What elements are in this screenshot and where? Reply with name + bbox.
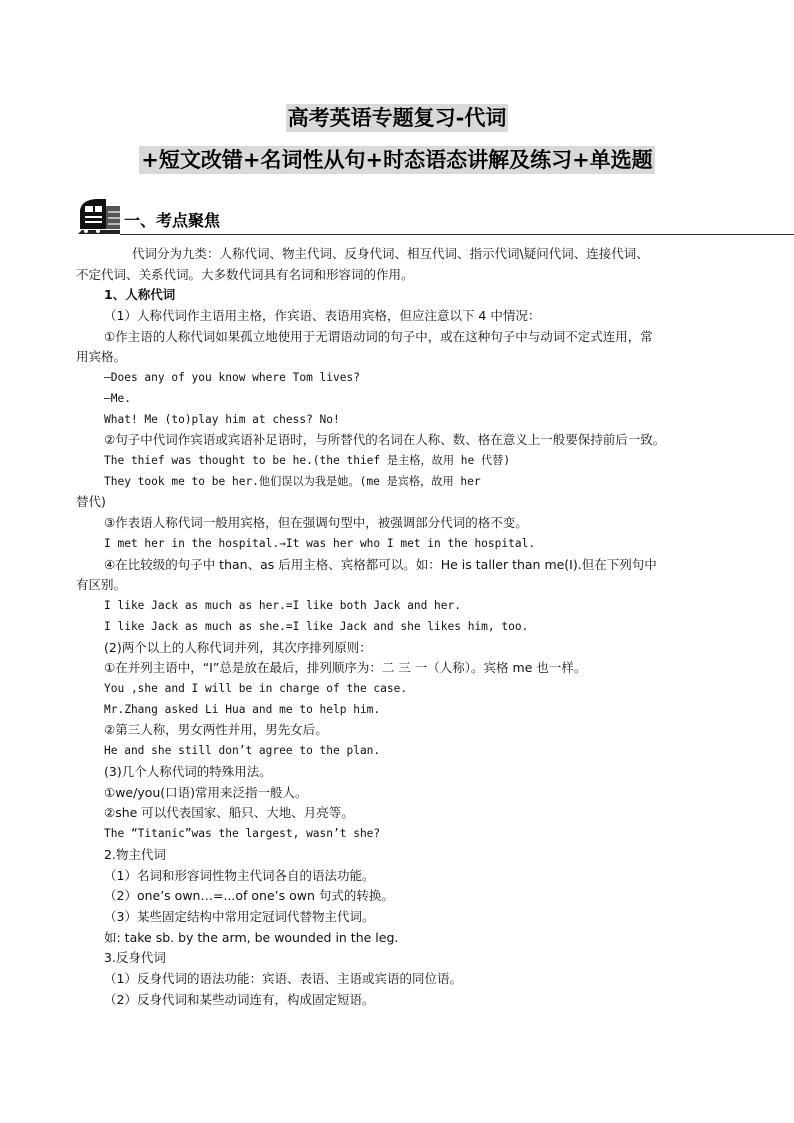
possessive-rule-2: （2）one’s own…=...of one’s own 句式的转换。	[104, 888, 394, 903]
rule-1-case-4-cont: 有区别。	[76, 577, 127, 592]
example-line: I met her in the hospital.→It was her who I met in the hospital.	[104, 537, 536, 550]
rule-3: (3)几个人称代词的特殊用法。	[104, 764, 272, 779]
example-line: I like Jack as much as her.=I like both Jack and her.	[104, 599, 461, 612]
rule-1-case-3: ③作表语人称代词一般用宾格，但在强调句型中，被强调部分代词的格不变。	[104, 515, 528, 530]
example-line-cont: 替代)	[76, 494, 106, 509]
rule-1-case-1-cont: 用宾格。	[76, 349, 127, 364]
rule-3-case-2: ②she 可以代表国家、船只、大地、月亮等。	[104, 805, 354, 820]
section-divider	[120, 234, 794, 235]
train-icon	[76, 196, 122, 236]
reflexive-rule-2: （2）反身代词和某些动词连有，构成固定短语。	[104, 992, 375, 1007]
rule-1-case-2: ②句子中代词作宾语或宾语补足语时，与所替代的名词在人称、数、格在意义上一般要保持前后一致。	[104, 432, 666, 447]
example-line: Mr.Zhang asked Li Hua and me to help him.	[104, 703, 381, 716]
example-line: I like Jack as much as she.=I like Jack and she likes him, too.	[104, 620, 529, 633]
title-line-1-wrap	[0, 104, 794, 132]
example-line: —Me.	[104, 392, 131, 405]
rule-1-case-1: ①作主语的人称代词如果孤立地使用于无谓语动词的句子中，或在这种句子中与动词不定式连用，常	[104, 329, 653, 344]
rule-2: (2)两个以上的人称代词并列，其次序排列原则：	[104, 640, 372, 655]
heading-reflexive-pronouns: 3.反身代词	[104, 950, 166, 965]
page-title: 高考英语专题复习-代词	[287, 105, 507, 130]
example-line: You ,she and I will be in charge of the case.	[104, 682, 408, 695]
possessive-rule-3: （3）某些固定结构中常用定冠词代替物主代词。	[104, 909, 375, 924]
rule-3-case-1: ①we/you(口语)常用来泛指一般人。	[104, 785, 308, 800]
example-line: What! Me (to)play him at chess? No!	[104, 413, 340, 426]
section-title: 一、考点聚焦	[124, 211, 221, 230]
rule-1: （1）人称代词作主语用主格，作宾语、表语用宾格，但应注意以下 4 中情况：	[104, 308, 541, 323]
example-line: —Does any of you know where Tom lives?	[104, 371, 360, 384]
intro-line-1: 代词分为九类：人称代词、物主代词、反身代词、相互代词、指示代词\疑问代词、连接代词、	[132, 246, 649, 261]
heading-personal-pronouns: 1、人称代词	[104, 287, 176, 302]
reflexive-rule-1: （1）反身代词的语法功能：宾语、表语、主语或宾语的同位语。	[104, 971, 462, 986]
example-line: 如: take sb. by the arm, be wounded in the leg.	[104, 930, 399, 945]
example-line: They took me to be her.他们误以为我是她。(me 是宾格，故用 her	[104, 475, 481, 488]
rule-2-case-2: ②第三人称，男女两性并用，男先女后。	[104, 722, 328, 737]
title-line-2-wrap	[0, 146, 794, 174]
heading-possessive-pronouns: 2.物主代词	[104, 847, 166, 862]
rule-2-case-1: ①在并列主语中，“I”总是放在最后，排列顺序为：二 三 一（人称）。宾格 me 也一样。	[104, 660, 587, 675]
intro-line-2: 不定代词、关系代词。大多数代词具有名词和形容词的作用。	[76, 267, 414, 282]
rule-1-case-4: ④在比较级的句子中 than、as 后用主格、宾格都可以。如：He is taller than me(I).但在下列句中	[104, 557, 657, 572]
example-line: The “Titanic”was the largest, wasn’t she?	[104, 827, 381, 840]
example-line: The thief was thought to be he.(the thief 是主格，故用 he 代替)	[104, 454, 511, 467]
possessive-rule-1: （1）名词和形容词性物主代词各自的语法功能。	[104, 868, 375, 883]
page-subtitle: +短文改错+名词性从句+时态语态讲解及练习+单选题	[141, 147, 653, 172]
example-line: He and she still don’t agree to the plan.	[104, 744, 381, 757]
